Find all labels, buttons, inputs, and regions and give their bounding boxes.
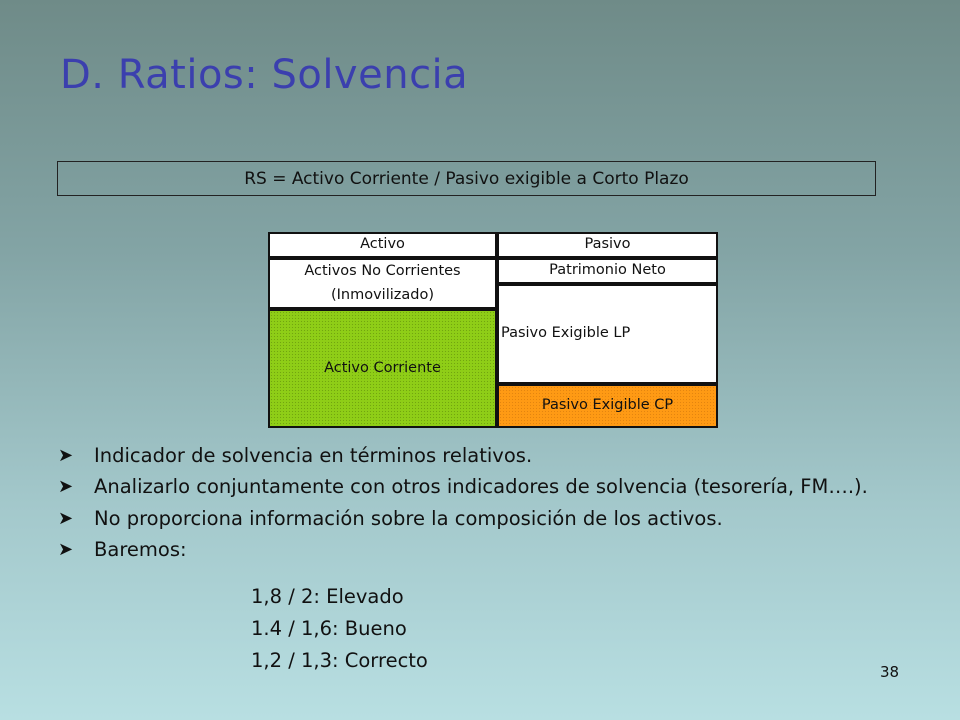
activos-no-corrientes-cell — [268, 258, 497, 309]
list-item — [58, 507, 904, 530]
arrowhead-bullet-icon: ➤ — [58, 445, 74, 466]
pasivo-exigible-cp-cell: Pasivo Exigible CP — [497, 384, 718, 428]
bullet-text: Baremos: — [94, 538, 187, 562]
baremo-item: 1,2 / 1,3: Correcto — [251, 649, 428, 672]
list-item — [58, 538, 904, 561]
pasivo-header: Pasivo — [497, 232, 718, 258]
baremo-item: 1,8 / 2: Elevado — [251, 585, 404, 608]
baremos-list — [251, 584, 428, 680]
list-item — [58, 475, 904, 498]
page-number: 38 — [880, 663, 900, 681]
bullet-text: Analizarlo conjuntamente con otros indicadores de solvencia (tesorería, FM….). — [94, 475, 868, 499]
arrowhead-bullet-icon: ➤ — [58, 476, 74, 498]
activo-corriente-cell: Activo Corriente — [268, 309, 497, 428]
bullet-text: No proporciona información sobre la composición de los activos. — [94, 506, 723, 530]
activo-header: Activo — [268, 232, 497, 258]
formula-box: RS = Activo Corriente / Pasivo exigible a Corto Plazo — [57, 161, 876, 196]
activos-no-corrientes-label: Activos No Corrientes — [304, 263, 461, 280]
patrimonio-neto-cell: Patrimonio Neto — [497, 258, 718, 284]
list-item — [58, 444, 904, 467]
pasivo-exigible-lp-cell: Pasivo Exigible LP — [497, 284, 718, 384]
balance-sheet-diagram — [268, 232, 718, 428]
bullet-text: Indicador de solvencia en términos relativos. — [94, 444, 533, 467]
arrowhead-bullet-icon: ➤ — [58, 539, 74, 561]
baremo-item: 1.4 / 1,6: Bueno — [251, 617, 407, 640]
arrowhead-bullet-icon: ➤ — [58, 507, 74, 529]
bullet-list — [58, 444, 904, 570]
slide-title: D. Ratios: Solvencia — [60, 52, 469, 98]
inmovilizado-label: (Inmovilizado) — [330, 286, 434, 303]
